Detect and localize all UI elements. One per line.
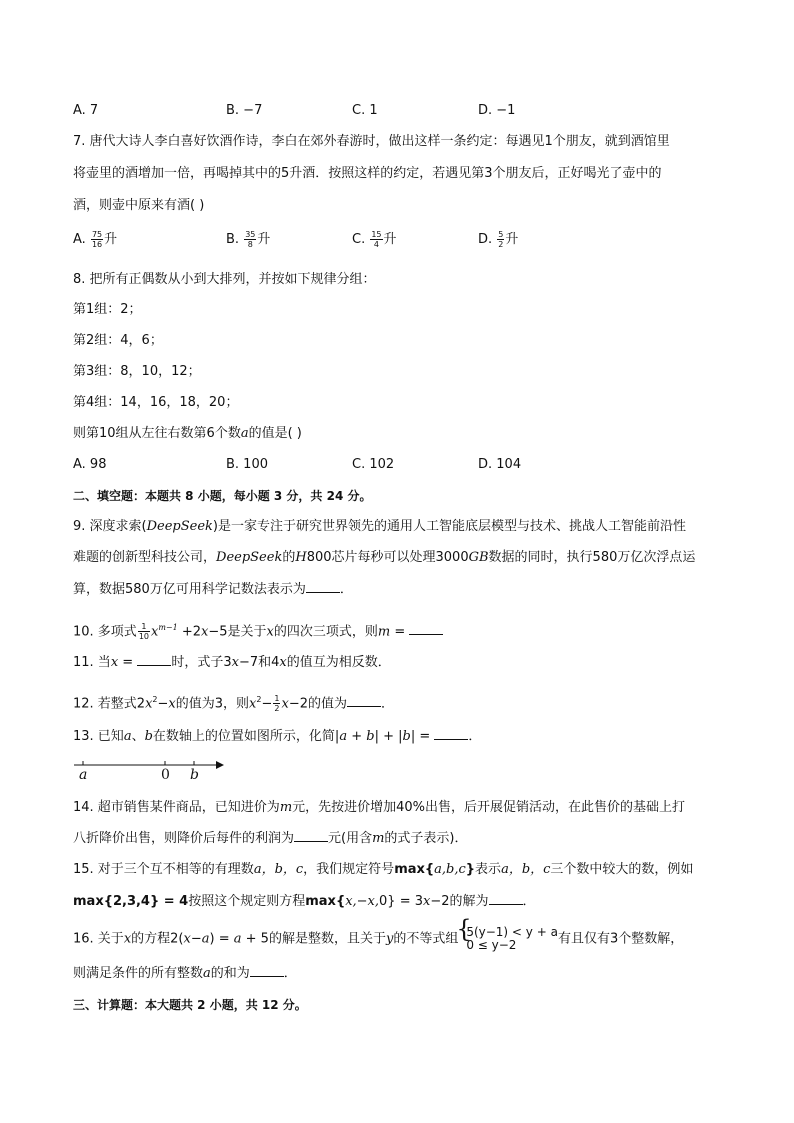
q13-number-line-figure	[70, 756, 230, 782]
q8-option-c: C. 102	[352, 457, 395, 472]
section-3-heading: 三、计算题：本大题共 2 小题，共 12 分。	[73, 998, 307, 1012]
q13-line: 13. 已知a、b在数轴上的位置如图所示，化简|a + b| + |b| = ．	[73, 729, 482, 744]
section-2-heading: 二、填空题：本题共 8 小题，每小题 3 分，共 24 分。	[73, 489, 372, 503]
q7-option-c: C. $\frac{15}{4}$ 升	[352, 230, 397, 249]
q8-option-a: A. 98	[73, 457, 107, 472]
q7-option-d: D. $\frac{5}{2}$ 升	[478, 230, 519, 249]
q13-answer-blank[interactable]	[434, 727, 468, 740]
q7-option-a: A. $\frac{75}{16}$ 升	[73, 230, 118, 249]
q16-line-2: 则满足条件的所有整数a的和为 ．	[73, 966, 297, 981]
q12-answer-blank[interactable]	[347, 694, 381, 707]
q15-line-1: 15. 对于三个互不相等的有理数a，b，c，我们规定符号max{a,b,c}表示a，b，c三个数中较大的数，例如	[73, 862, 694, 877]
q16-inequality-system: { 5(y−1) < y + a 0 ≤ y−2	[458, 926, 558, 952]
q14-line-2: 八折降价出售，则降价后每件的利润为 元(用含m的式子表示)．	[73, 831, 468, 846]
q11-answer-blank[interactable]	[137, 653, 171, 666]
q16-answer-blank[interactable]	[250, 964, 284, 977]
q11-line: 11. 当x = 时，式子3x−7和4x的值互为相反数．	[73, 655, 391, 670]
q16-line-1: 16. 关于x的方程2(x−a) = a + 5的解是整数，且关于y的不等式组 { 5(y−1) < y + a 0 ≤ y−2 有且仅有3个整数解，	[73, 926, 683, 952]
q7-line-2: 将壶里的酒增加一倍，再喝掉其中的5升酒．按照这样的约定，若遇见第3个朋友后，正好喝光了壶中的	[73, 166, 662, 181]
q6-option-b: B. −7	[226, 103, 263, 118]
q7-line-3: 酒，则壶中原来有酒( )	[73, 198, 205, 213]
q8-group-4: 第4组：14，16，18，20；	[73, 395, 239, 410]
q8-line-1: 8. 把所有正偶数从小到大排列，并按如下规律分组：	[73, 272, 376, 287]
q15-answer-blank[interactable]	[489, 892, 523, 905]
number-line-arrow	[216, 761, 224, 769]
q15-line-2: max{2,3,4} = 4按照这个规定则方程max{x,−x,0} = 3x−2的解为 ．	[73, 894, 536, 909]
q8-option-b: B. 100	[226, 457, 268, 472]
q7-line-1: 7. 唐代大诗人李白喜好饮酒作诗，李白在郊外春游时，做出这样一条约定：每遇见1个朋友，就到酒馆里	[73, 134, 670, 149]
q6-option-d: D. −1	[478, 103, 516, 118]
label-a: a	[79, 767, 88, 782]
q12-line: 12. 若整式$2x^2-x$的值为3，则$x^2-$ $\frac{1}{2}$ x−2的值为 ．	[73, 694, 395, 714]
q9-line-3: 算，数据580万亿可用科学记数法表示为 ．	[73, 582, 353, 597]
q7-option-b: B. $\frac{35}{8}$ 升	[226, 230, 271, 249]
label-b: b	[190, 767, 199, 782]
q10-line: 10. 多项式 $\frac{1}{10}$ $x^{m-1} +2x-5$是关于x的四次三项式，则m =	[73, 618, 443, 642]
q9-line-1: 9. 深度求索(DeepSeek)是一家专注于研究世界领先的通用人工智能底层模型与技术、挑战人工智能前沿性	[73, 519, 686, 534]
q8-option-d: D. 104	[478, 457, 522, 472]
q9-line-2: 难题的创新型科技公司，DeepSeek的H800芯片每秒可以处理3000GB数据的同时，执行580万亿次浮点运	[73, 550, 696, 565]
q10-answer-blank[interactable]	[409, 622, 443, 635]
q6-option-c: C. 1	[352, 103, 378, 118]
q14-answer-blank[interactable]	[294, 829, 328, 842]
q8-question: 则第10组从左往右数第6个数a的值是( )	[73, 426, 302, 441]
q6-option-a: A. 7	[73, 103, 99, 118]
q14-line-1: 14. 超市销售某件商品，已知进价为m元，先按进价增加40%出售，后开展促销活动，在此售价的基础上打	[73, 800, 686, 815]
q8-group-1: 第1组：2；	[73, 302, 142, 317]
q8-group-2: 第2组：4，6；	[73, 333, 163, 348]
q8-group-3: 第3组：8，10，12；	[73, 364, 201, 379]
q9-answer-blank[interactable]	[306, 580, 340, 593]
label-0: 0	[161, 767, 170, 782]
